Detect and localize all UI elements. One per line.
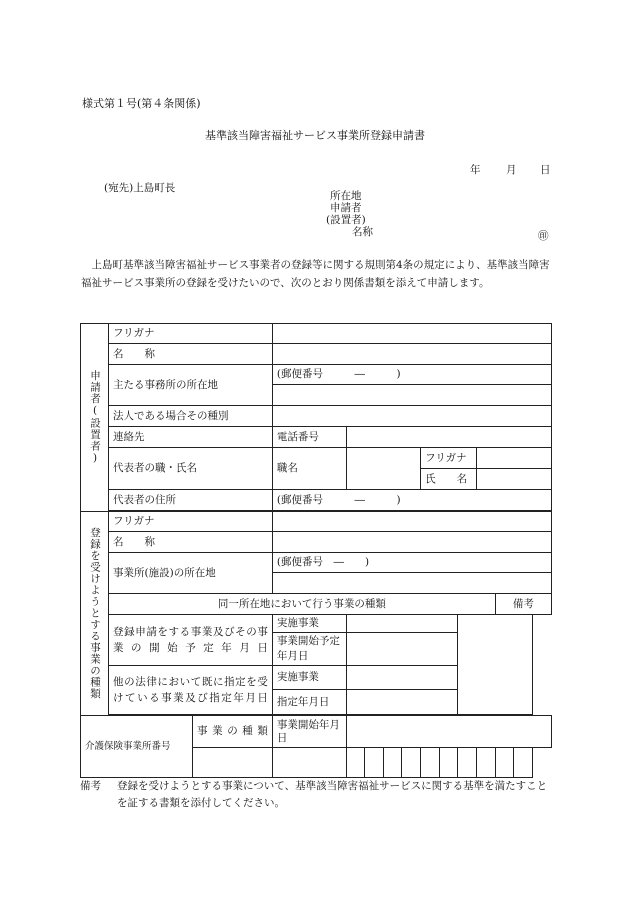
footer-remarks-label: 備考 [80, 780, 101, 792]
rep-name-field[interactable] [477, 469, 552, 490]
business-start-planned-field[interactable] [346, 633, 458, 666]
document-title: 基準該当障害福祉サービス事業所登録申請書 [205, 129, 425, 142]
footer-remarks-text: 登録を受けようとする事業について、基準該当障害福祉サービスに関する基準を満たすことを証する書類を添付してください。 [117, 780, 548, 809]
facility-address-label: 事業所(施設)の所在地 [109, 553, 273, 594]
postal-code-line: (郵便番号 ― ) [273, 365, 551, 385]
table-row [81, 365, 552, 406]
ltc-number-box-1[interactable] [272, 748, 346, 778]
main-office-address-label: 主たる事務所の所在地 [109, 365, 273, 406]
rep-address-field[interactable]: (郵便番号 ― ) [272, 490, 551, 511]
address-line[interactable] [273, 385, 551, 405]
position-label: 職名 [272, 448, 346, 490]
facility-postal-code-line: (郵便番号 ― ) [273, 553, 551, 573]
phone-field[interactable] [346, 427, 551, 448]
seal-mark: ㊞ [538, 230, 549, 242]
table-row [81, 594, 552, 615]
rep-name-label: 氏 名 [421, 469, 477, 490]
applicant-section-label: 申請者(設置者) [81, 324, 109, 512]
position-field[interactable] [346, 448, 421, 490]
table-row [81, 512, 552, 532]
ltc-number-box[interactable] [495, 748, 514, 778]
date-year-label: 年 [470, 164, 481, 176]
date-day-label: 日 [540, 164, 551, 176]
business-section-label: 登録を受けようとする事業の種類 [81, 512, 109, 716]
ltc-office-number-label: 介護保険事業所番号 [81, 716, 193, 778]
table-row [81, 553, 552, 594]
furigana-field[interactable] [272, 324, 551, 344]
application-table [80, 323, 552, 778]
date-month-label: 月 [506, 164, 517, 176]
ltc-number-box[interactable] [477, 748, 496, 778]
ltc-number-box[interactable] [514, 748, 533, 778]
table-row [81, 490, 552, 511]
table-row [81, 427, 552, 448]
registration-business-label: 登録申請をする事業及びその事業の開始予定年月日 [109, 615, 273, 666]
rep-furigana-field[interactable] [477, 448, 552, 469]
office-furigana-field[interactable] [272, 512, 551, 532]
addressee: (宛先)上島町長 [104, 182, 176, 194]
business-implemented-field-2[interactable] [346, 666, 458, 690]
form-number: 様式第１号(第４条関係) [82, 97, 201, 110]
business-implemented-label-2: 実施事業 [272, 666, 346, 690]
furigana-label: フリガナ [109, 324, 273, 344]
table-row [81, 615, 552, 633]
name-field[interactable] [272, 344, 551, 365]
corporation-type-field[interactable] [272, 406, 551, 427]
applicant-name-label: 名称 [352, 226, 373, 238]
business-type-field[interactable] [193, 748, 273, 778]
designation-date-field[interactable] [346, 690, 458, 715]
table-row [81, 324, 552, 344]
other-law-business-label: 他の法律において既に指定を受けている事業及び指定年月日 [109, 666, 273, 715]
business-type-label: 事業の種類 [193, 716, 273, 748]
ltc-number-box[interactable] [383, 748, 402, 778]
phone-label: 電話番号 [272, 427, 346, 448]
office-name-field[interactable] [272, 532, 551, 553]
application-statement: 上島町基準該当障害福祉サービス事業者の登録等に関する規則第4条の規定により、基準該当障害福祉サービス事業所の登録を受けたいので、次のとおり関係書類を添えて申請します。 [81, 259, 550, 289]
establisher-label: (設置者) [326, 214, 366, 226]
same-location-business-header: 同一所在地において行う事業の種類 [109, 594, 496, 615]
table-row [81, 716, 552, 748]
remarks-field[interactable] [458, 615, 533, 715]
office-furigana-label: フリガナ [109, 512, 273, 532]
business-implemented-field[interactable] [346, 615, 458, 633]
business-start-date-field[interactable] [346, 716, 551, 748]
business-implemented-label: 実施事業 [272, 615, 346, 633]
rep-name-title-label: 代表者の職・氏名 [109, 448, 273, 490]
applicant-block [326, 190, 373, 238]
ltc-number-box[interactable] [402, 748, 421, 778]
remarks-header: 備考 [495, 594, 551, 615]
ltc-number-box[interactable] [421, 748, 440, 778]
name-label: 名 称 [109, 344, 273, 365]
table-row [81, 406, 552, 427]
rep-furigana-label: フリガナ [421, 448, 477, 469]
table-row [81, 344, 552, 365]
facility-address-field[interactable] [272, 553, 551, 594]
applicant-address-label: 所在地 [330, 190, 362, 202]
designation-date-label: 指定年月日 [272, 690, 346, 715]
main-office-address-field[interactable] [272, 365, 551, 406]
business-start-planned-label: 事業開始予定年月日 [272, 633, 346, 666]
rep-address-label: 代表者の住所 [109, 490, 273, 511]
contact-label: 連絡先 [109, 427, 273, 448]
facility-address-line[interactable] [273, 573, 551, 593]
ltc-number-box[interactable] [365, 748, 384, 778]
ltc-number-box[interactable] [439, 748, 458, 778]
applicant-label: 申請者 [330, 202, 362, 214]
corporation-type-label: 法人である場合その種別 [109, 406, 273, 427]
business-start-date-label: 事業開始年月日 [272, 716, 346, 748]
ltc-number-box[interactable] [346, 748, 365, 778]
ltc-number-box[interactable] [458, 748, 477, 778]
office-name-label: 名 称 [109, 532, 273, 553]
table-row [81, 532, 552, 553]
table-row [81, 448, 552, 469]
